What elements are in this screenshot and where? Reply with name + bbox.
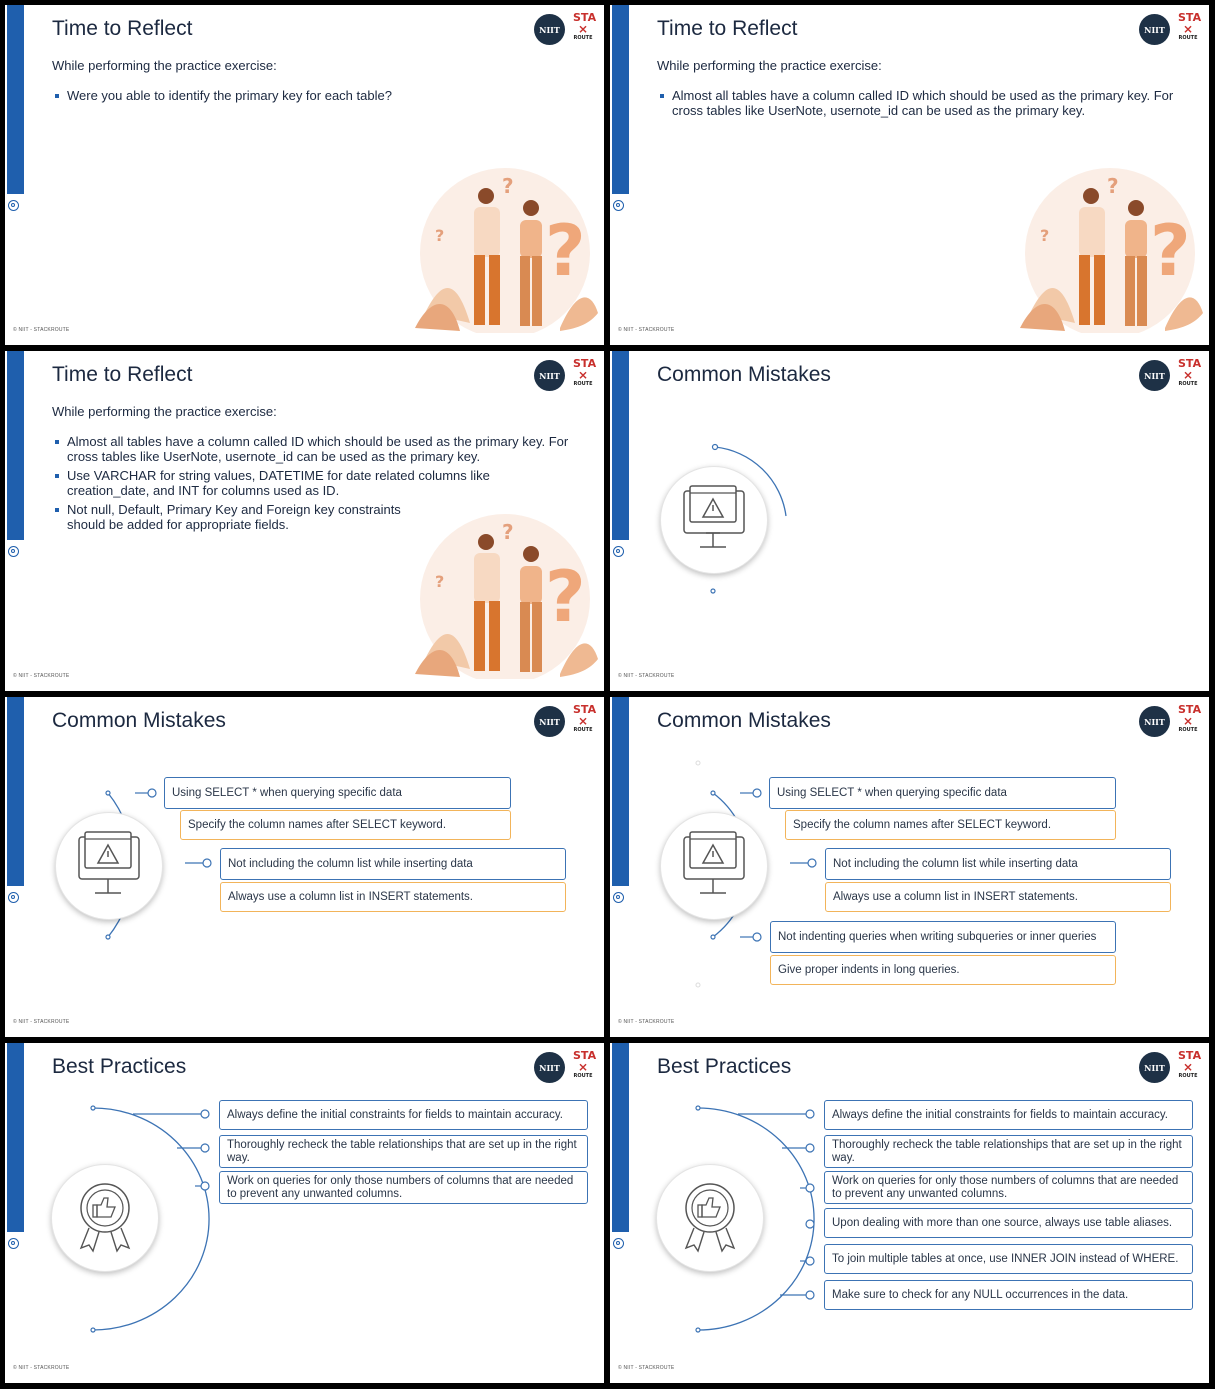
footer-copyright: © NIIT - STACKROUTE	[618, 1019, 675, 1025]
slide-title: Best Practices	[52, 1055, 187, 1078]
svg-text:?: ?	[1150, 210, 1191, 292]
stackroute-logo: STA ⨯ ROUTE	[573, 703, 597, 733]
fix-box: Always use a column list in INSERT statements.	[825, 882, 1171, 912]
bullet-list	[660, 89, 1180, 123]
bullet-list	[55, 435, 575, 537]
practice-box: Work on queries for only those numbers of columns that are needed to prevent any unwanted columns.	[219, 1171, 588, 1204]
svg-text:?: ?	[1107, 174, 1119, 198]
footer-copyright: © NIIT - STACKROUTE	[13, 1365, 70, 1371]
niit-logo: NIIT	[534, 14, 565, 45]
niit-logo: NIIT	[1139, 706, 1170, 737]
niit-logo: NIIT	[534, 360, 565, 391]
slide-intro: While performing the practice exercise:	[52, 404, 277, 419]
slide-7[interactable]	[5, 1043, 604, 1383]
bullet-list	[55, 89, 575, 109]
fix-box: Always use a column list in INSERT statements.	[220, 882, 566, 912]
footer-copyright: © NIIT - STACKROUTE	[13, 673, 70, 679]
ring-icon	[613, 200, 624, 211]
stackroute-logo: STA ⨯ ROUTE	[573, 357, 597, 387]
slide-title: Time to Reflect	[657, 17, 798, 40]
fix-box: Specify the column names after SELECT keyword.	[785, 810, 1116, 840]
stackroute-logo: STA ⨯ ROUTE	[573, 11, 597, 41]
footer-copyright: © NIIT - STACKROUTE	[618, 327, 675, 333]
slide-1[interactable]	[5, 5, 604, 345]
practice-box: Always define the initial constraints for fields to maintain accuracy.	[219, 1100, 588, 1130]
bullet-item: Almost all tables have a column called ID which should be used as the primary key. For cross tables like UserNote, usernote_id can be used as the primary key.	[660, 89, 1180, 118]
slide-intro: While performing the practice exercise:	[52, 58, 277, 73]
thumbs-up-badge-icon	[5, 1043, 604, 1383]
fix-box: Specify the column names after SELECT keyword.	[180, 810, 511, 840]
warning-monitor-icon	[610, 351, 1209, 691]
ring-icon	[8, 546, 19, 557]
bullet-item: Were you able to identify the primary key for each table?	[55, 89, 575, 104]
stackroute-logo: STA ⨯ ROUTE	[1178, 357, 1202, 387]
slide-title: Common Mistakes	[52, 709, 226, 732]
slide-intro: While performing the practice exercise:	[657, 58, 882, 73]
slide-4[interactable]	[610, 351, 1209, 691]
niit-logo: NIIT	[1139, 1052, 1170, 1083]
slide-6[interactable]	[610, 697, 1209, 1037]
mistake-box: Not including the column list while inserting data	[220, 848, 566, 880]
practice-box: Always define the initial constraints for fields to maintain accuracy.	[824, 1100, 1193, 1130]
niit-logo: NIIT	[534, 1052, 565, 1083]
stackroute-logo: STA ⨯ ROUTE	[1178, 11, 1202, 41]
stackroute-logo: STA ⨯ ROUTE	[1178, 1049, 1202, 1079]
people-thinking-illustration	[410, 163, 600, 333]
slide-5[interactable]	[5, 697, 604, 1037]
bullet-item: Almost all tables have a column called ID which should be used as the primary key. For cross tables like UserNote, usernote_id can be used as the primary key.	[55, 435, 575, 464]
niit-logo: NIIT	[1139, 14, 1170, 45]
slide-title: Best Practices	[657, 1055, 792, 1078]
stackroute-logo: STA ⨯ ROUTE	[1178, 703, 1202, 733]
practice-box: To join multiple tables at once, use INNER JOIN instead of WHERE.	[824, 1244, 1193, 1274]
footer-copyright: © NIIT - STACKROUTE	[13, 327, 70, 333]
footer-copyright: © NIIT - STACKROUTE	[618, 1365, 675, 1371]
svg-text:?: ?	[545, 210, 586, 292]
mistake-box: Not including the column list while inserting data	[825, 848, 1171, 880]
niit-logo: NIIT	[1139, 360, 1170, 391]
footer-copyright: © NIIT - STACKROUTE	[618, 673, 675, 679]
practice-box: Work on queries for only those numbers of columns that are needed to prevent any unwanted columns.	[824, 1171, 1193, 1204]
svg-text:?: ?	[545, 556, 586, 638]
slide-title: Time to Reflect	[52, 363, 193, 386]
svg-text:?: ?	[435, 226, 445, 245]
people-thinking-illustration	[1015, 163, 1205, 333]
footer-copyright: © NIIT - STACKROUTE	[13, 1019, 70, 1025]
mistake-box: Not indenting queries when writing subqueries or inner queries	[770, 921, 1116, 953]
svg-text:?: ?	[435, 572, 445, 591]
accent-bar	[7, 351, 24, 540]
slide-2[interactable]	[610, 5, 1209, 345]
mistake-box: Using SELECT * when querying specific data	[164, 777, 511, 809]
practice-box: Thoroughly recheck the table relationships that are set up in the right way.	[219, 1135, 588, 1168]
practice-box: Make sure to check for any NULL occurrences in the data.	[824, 1280, 1193, 1310]
practice-box: Upon dealing with more than one source, always use table aliases.	[824, 1208, 1193, 1238]
niit-logo: NIIT	[534, 706, 565, 737]
svg-text:?: ?	[502, 174, 514, 198]
stackroute-logo: STA ⨯ ROUTE	[573, 1049, 597, 1079]
fix-box: Give proper indents in long queries.	[770, 955, 1116, 985]
accent-bar	[7, 5, 24, 194]
svg-text:?: ?	[502, 520, 514, 544]
bullet-item: Use VARCHAR for string values, DATETIME for date related columns like creation_date, and INT for columns used as ID.	[55, 469, 507, 498]
bullet-item: Not null, Default, Primary Key and Foreign key constraints should be added for appropriate fields.	[55, 503, 417, 532]
slide-8[interactable]	[610, 1043, 1209, 1383]
practice-box: Thoroughly recheck the table relationships that are set up in the right way.	[824, 1135, 1193, 1168]
mistake-box: Using SELECT * when querying specific data	[769, 777, 1116, 809]
slide-title: Time to Reflect	[52, 17, 193, 40]
svg-text:?: ?	[1040, 226, 1050, 245]
slide-title: Common Mistakes	[657, 709, 831, 732]
slide-title: Common Mistakes	[657, 363, 831, 386]
ring-icon	[8, 200, 19, 211]
accent-bar	[612, 5, 629, 194]
slide-3[interactable]	[5, 351, 604, 691]
